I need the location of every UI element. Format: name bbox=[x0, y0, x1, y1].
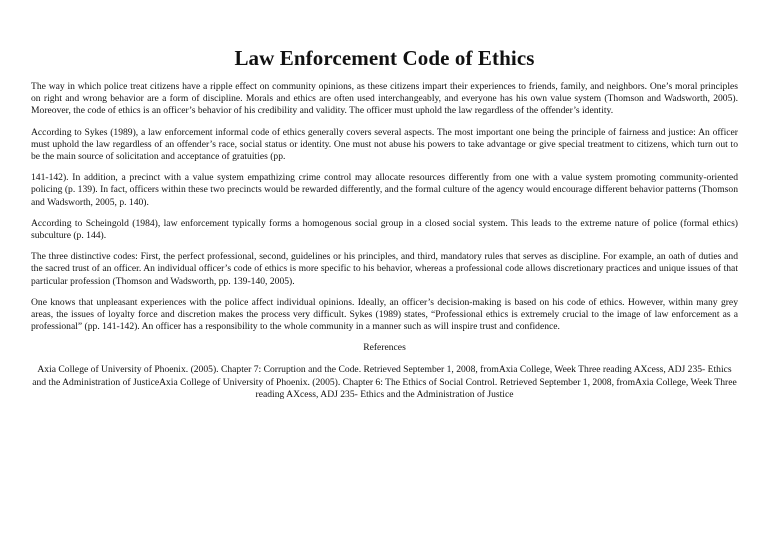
paragraph-precinct: 141-142). In addition, a precinct with a value system empathizing crime control may allocate resources differently from one with a value system promoting community-oriented policing (p. 139). In fact, officers within these two precincts would be rewarded differently, and the formal culture of the agency would encourage different behavior patterns (Thomson and Wadsworth, 2005, p. 140). bbox=[31, 172, 738, 208]
document-title: Law Enforcement Code of Ethics bbox=[234, 46, 535, 70]
references-text: Axia College of University of Phoenix. (2005). Chapter 7: Corruption and the Code. Retrieved September 1, 2008, fromAxia College, Week Three reading AXcess, ADJ 235- Ethics and the Administration of JusticeAxia College of University of Phoenix. (2005). Chapter 6: The Ethics of Social Control. Retrieved September 1, 2008, fromAxia College, Week Three reading AXcess, ADJ 235- Ethics and the Administration of Justice bbox=[32, 364, 737, 400]
paragraph-conclusion: One knows that unpleasant experiences with the police affect individual opinions. Ideally, an officer’s decision-making is based on his code of ethics. However, within many grey areas, the issues of loyalty force and discretion makes the process very difficult. Sykes (1989) states, “Professional ethics is extremely crucial to the image of law enforcement as a professional” (pp. 141-142). An officer has a responsibility to the whole community in a manner such as will inspire trust and confidence. bbox=[31, 296, 738, 333]
paragraph-intro: The way in which police treat citizens have a ripple effect on community opinions, as these citizens impart their experiences to friends, family, and neighbors. One’s moral principles on right and wrong behavior are a form of discipline. Morals and ethics are often used interchangeably, and everyone has his own value system (Thomson and Wadsworth, 2005). Moreover, the code of ethics is an officer’s behavior of his credibility and validity. The officer must uphold the law regardless of the offender’s identity. bbox=[31, 81, 738, 117]
document-page bbox=[31, 0, 738, 401]
paragraph-scheingold: According to Scheingold (1984), law enforcement typically forms a homogenous social group in a closed social system. This leads to the extreme nature of police (formal ethics) subculture (p. 144). bbox=[31, 217, 738, 242]
paragraph-sykes: According to Sykes (1989), a law enforcement informal code of ethics generally covers several aspects. The most important one being the principle of fairness and justice: An officer must uphold the law regardless of an offender’s race, social status or identity. One must not abuse his powers to take advantage or give special treatment to citizens, which turn out to be the main source of solicitation and acceptance of gratuities (pp. bbox=[31, 126, 738, 163]
references-heading: References bbox=[363, 342, 406, 354]
paragraph-three-codes: The three distinctive codes: First, the perfect professional, second, guidelines or his principles, and third, mandatory rules that serves as discipline. For example, an oath of duties and the sacred trust of an officer. An individual officer’s code of ethics is more specific to his behavior, whereas a professional code allows discretionary practices and unique issues of that particular profession (Thomson and Wadsworth, pp. 139-140, 2005). bbox=[31, 251, 738, 287]
document-body bbox=[31, 81, 738, 333]
